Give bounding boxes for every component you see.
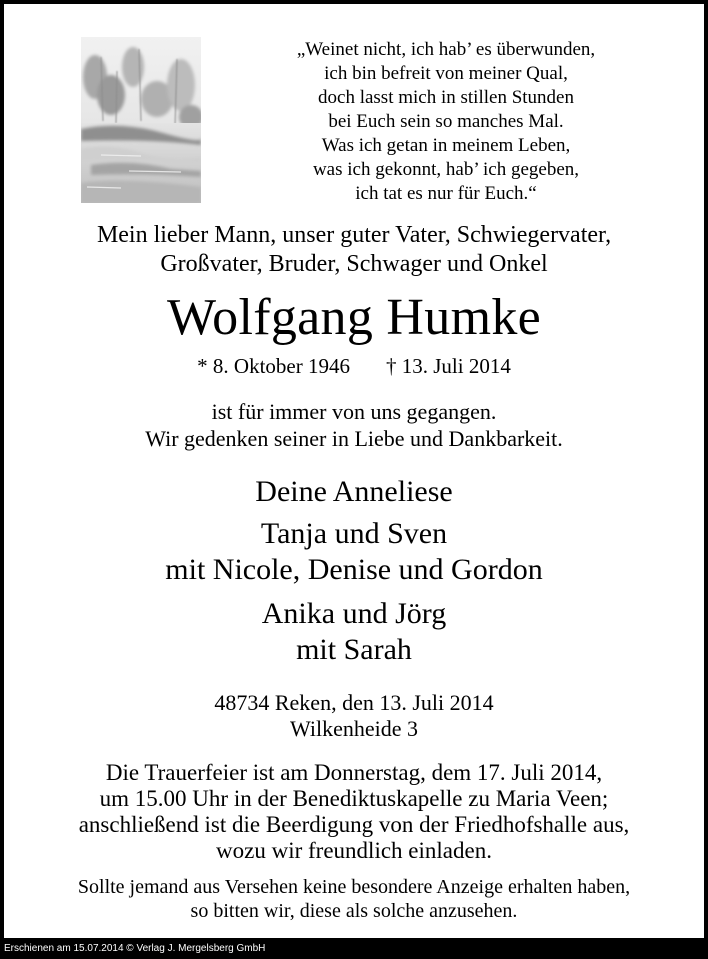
family-line: Anika und Jörg [261,597,447,630]
death-date: † 13. Juli 2014 [385,354,511,378]
note-line: Sollte jemand aus Versehen keine besondere Anzeige erhalten haben, [77,876,631,898]
family-group-tanja [4,516,704,588]
funeral-line: um 15.00 Uhr in der Benediktuskapelle zu Maria Veen; [99,786,609,811]
intro-text [4,221,704,279]
intro-line: Großvater, Bruder, Schwager und Onkel [160,251,548,277]
intro-line: Mein lieber Mann, unser guter Vater, Schwiegervater, [96,222,612,248]
family-line: Tanja und Sven [260,517,448,550]
poem-line: doch lasst mich in stillen Stunden [318,87,574,108]
note-line: so bitten wir, diese als solche anzusehen. [190,900,518,922]
address-line: 48734 Reken, den 13. Juli 2014 [214,690,494,715]
poem [236,38,656,206]
family-group-anika [4,596,704,668]
life-dates [4,352,704,380]
poem-line: ich tat es nur für Euch.“ [355,183,537,204]
landscape-photo [81,37,201,203]
family-group-spouse [4,474,704,510]
statement-line: Wir gedenken seiner in Liebe und Dankbarkeit. [145,426,563,451]
poem-line: ich bin befreit von meiner Qual, [324,63,568,84]
address [4,690,704,742]
poem-line: was ich gekonnt, hab’ ich gegeben, [312,159,580,180]
family-line: mit Nicole, Denise und Gordon [165,553,543,586]
statement-line: ist für immer von uns gegangen. [211,399,497,424]
funeral-line: Die Trauerfeier ist am Donnerstag, dem 17. Juli 2014, [105,760,603,785]
address-line: Wilkenheide 3 [289,716,418,741]
family-line: Deine Anneliese [255,475,453,508]
funeral-line: anschließend ist die Beerdigung von der Friedhofshalle aus, [78,812,630,837]
poem-line: bei Euch sein so manches Mal. [328,111,564,132]
poem-line: Was ich getan in meinem Leben, [321,135,571,156]
funeral-info [4,760,704,864]
birth-date: * 8. Oktober 1946 [197,354,350,378]
publication-footer: Erschienen am 15.07.2014 © Verlag J. Mergelsberg GmbH [4,943,266,954]
notice-note [4,875,704,923]
obituary-notice [4,4,704,938]
deceased-name: Wolfgang Humke [166,289,542,346]
family-line: mit Sarah [296,633,412,666]
poem-line: „Weinet nicht, ich hab’ es überwunden, [296,39,596,60]
misty-lake-illustration [81,37,201,203]
statement-text [4,398,704,452]
funeral-line: wozu wir freundlich einladen. [216,838,492,863]
